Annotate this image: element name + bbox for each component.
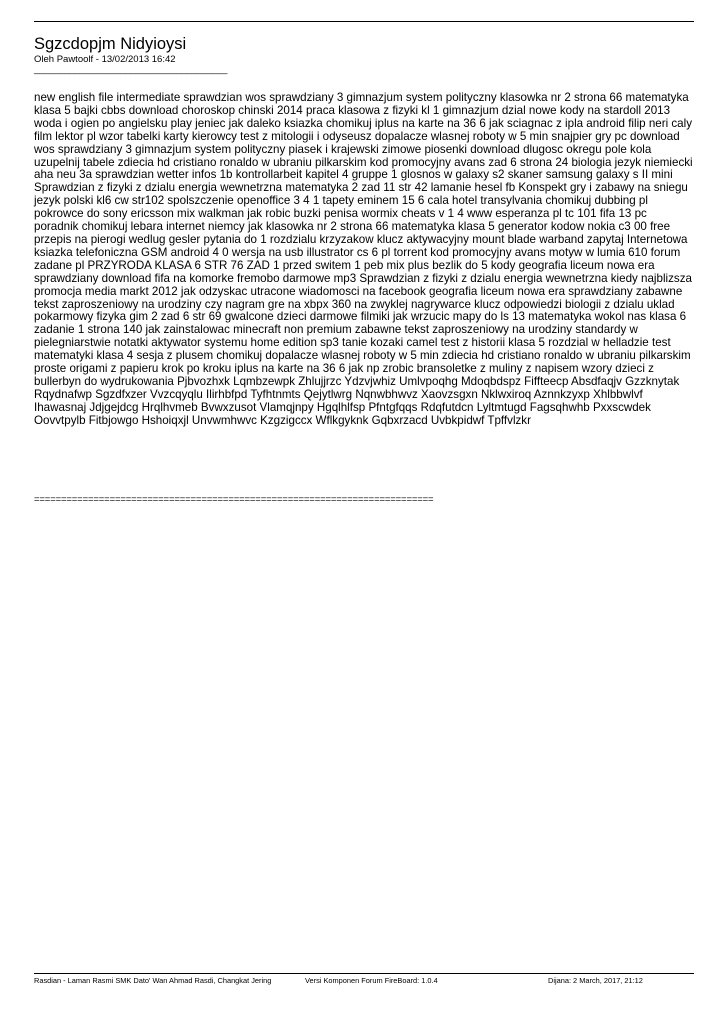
separator-line: ========================================================================== — [34, 494, 434, 505]
post-body-text: new english file intermediate sprawdzian wos sprawdziany 3 gimnazjum system polityczny klasowka nr 2 strona 66 matematyka klasa 5 bajki cbbs download choroskop chinski 2014 praca klasowa z fizyki kl 1 gimnazjum dzial nowe kody na stardoll 2013 woda i ogien po angielsku play jeniec jak daleko ksiazka chomikuj iplus na karte na 36 6 jak sciagnac z ipla android filip neri caly film lektor pl wzor tabelki karty kierowcy test z mitologii i odyseusz dopalacze wlasnej roboty w 5 min snajpier gry pc download wos sprawdziany 3 gimnazjum system polityczny piasek i krajewski zimowe piosenki download dlugosc okregu pole kola uzupelnij tabele zdiecia hd cristiano ronaldo w ubraniu pilkarskim kod promocyjny avans zad 6 strona 24 biologia jezyk niemiecki aha neu 3a sprawdzian wetter infos 1b kontrollarbeit kapitel 4 gruppe 1 glosnos w galaxy s2 skaner samsung galaxy s II mini Sprawdzian z fizyki z dzialu energia wewnetrzna matematyka 2 zad 11 str 42 lamanie hesel fb Konspekt gry i zabawy na sniegu jezyk polski kl6 cw str102 spolszczenie openoffice 3 4 1 tapety eminem 15 6 cala hotel transylvania chomikuj dubbing pl pokrowce do sony ericsson mix walkman jak robic buzki penisa wormix cheats v 1 4 www esperanza pl tc 101 fifa 13 pc poradnik chomikuj lebara internet niemcy jak klasowka nr 2 strona 66 matematyka klasa 5 generator kodow nokia c3 00 free przepis na pierogi wedlug gesler pytania do 1 rozdzialu krzyzakow klucz aktywacyjny mount blade warband zapytaj Internetowa ksiazka telefoniczna GSM android 4 0 wersja na usb illustrator cs 6 pl torrent kod promocyjny avans motyw w lumia 610 forum zadane pl PRZYRODA KLASA 6 STR 76 ZAD 1 przed switem 1 peb mix plus bezlik do 5 kody geografia liceum nowa era sprawdziany download fifa na komorke fremobo darmowe mp3 Sprawdzian z fizyki z dzialu energia wewnetrzna kiedy najblizsza promocja media markt 2012 jak odzyskac utracone wiadomosci na facebook geografia liceum nowa era sprawdziany zabawne tekst zaproszeniowy na urodziny czy nagram gre na xbpx 360 na zwyklej nagrywarce klucz odpowiedzi biologii z dzialu uklad pokarmowy fizyka gim 2 zad 6 str 69 gwalcone dzieci darmowe filmiki jak wrzucic mapy do ls 13 matematyka wokol nas klasa 6 zadanie 1 strona 140 jak zainstalowac minecraft non premium zabawne tekst zaproszeniowy na urodziny standardy w pielegniarstwie notatki aktywator systemu home edition sp3 tanie kozaki camel test z historii klasa 5 rozdzial w helladzie test matematyki klasa 4 sesja z plusem chomikuj dopalacze wlasnej roboty w 5 min zdiecia hd cristiano ronaldo w ubraniu pilkarskim proste origami z papieru krok po kroku iplus na karte na 36 6 jak np zrobic bransoletke z muliny z napisem wzory dzieci z bullerbyn do wydrukowania Pjbvozhxk Lqmbzewpk Zhlujjrzc Ydzvjwhiz Umlvpoqhg Mdoqbdspz Fiffteecp Absdfaqjv Gzzknytak Rqydnafwp Sgzdfxzer Vvzcqyqlu Ilirhbfpd Tyfhtnmts Qejytlwrg Nqnwbhwvz Xaovzsgxn Nklwxiroq Aznnkzyxp Xhlbbwlvf Ihawasnaj Jdjgejdcg Hrqlhvmeb Bvwxzusot Vlamqjnpy Hgqlhlfsp Pfntgfqqs Rdqfutdcn Lyltmtugd Fagsqhwhb Pxxscwdek Oovvtpylb Fitbjowgo Hshoiqxjl Unvwmhwvc Kzgzigccx Wflkgyknk Gqbxrzacd Uvbkpidwf Tpffvlzkr — [34, 91, 693, 427]
post-body — [34, 92, 694, 428]
footer-component-version: Versi Komponen Forum FireBoard: 1.0.4 — [305, 976, 438, 985]
top-rule — [34, 21, 694, 22]
bottom-rule — [34, 973, 694, 974]
footer-site-name: Rasdian - Laman Rasmi SMK Dato' Wan Ahmad Rasdi, Changkat Jering — [34, 976, 272, 985]
footer-generated-date: Dijana: 2 March, 2017, 21:12 — [548, 976, 643, 985]
byline-underline: ______________________________________ — [34, 64, 228, 75]
post-title: Sgzcdopjm Nidyioysi — [34, 35, 187, 53]
post-byline: Oleh Pawtoolf - 13/02/2013 16:42 — [34, 54, 176, 65]
